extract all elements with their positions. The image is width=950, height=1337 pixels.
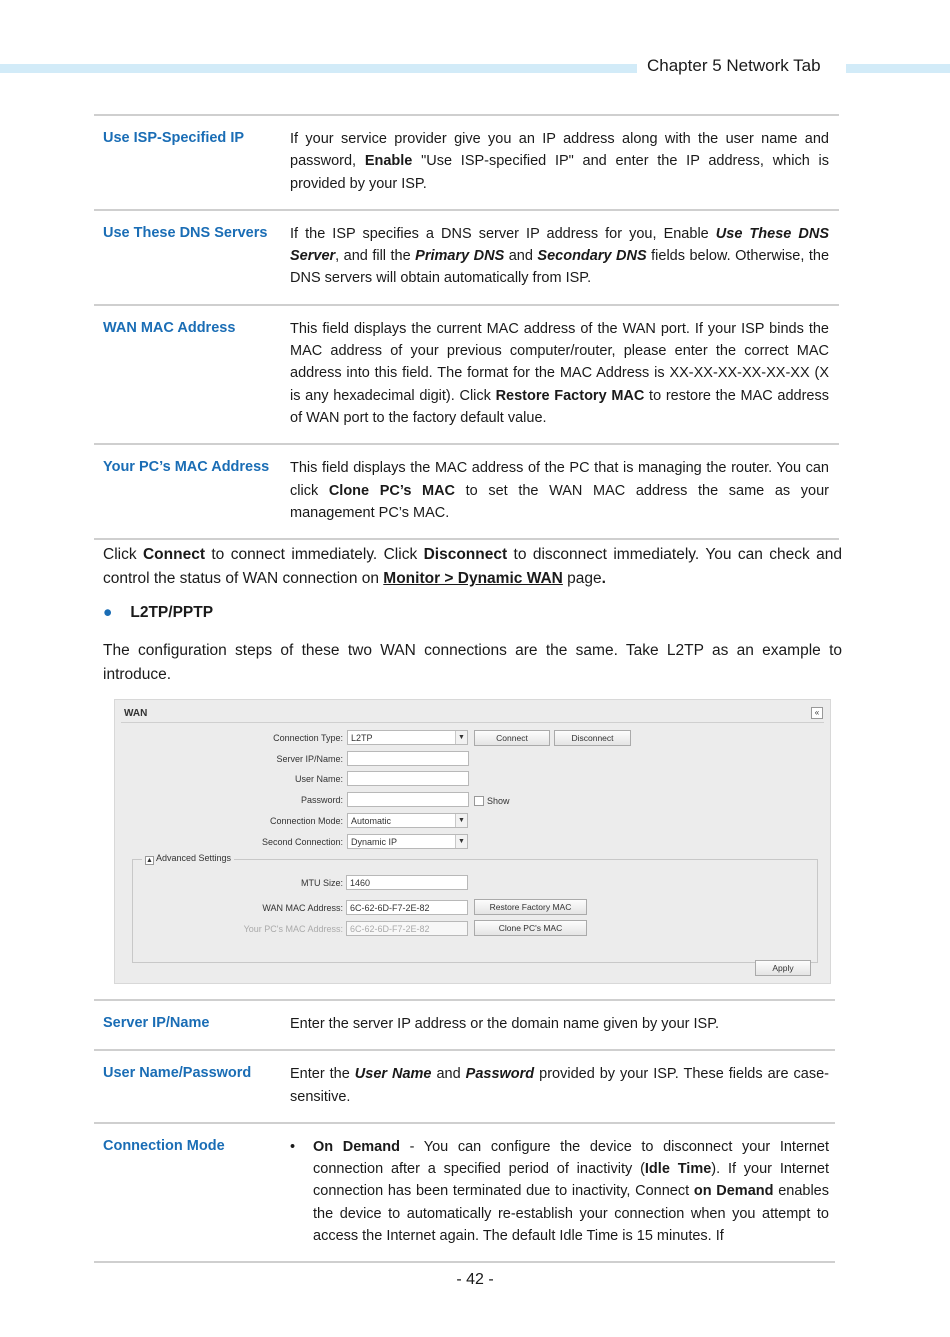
bold-text: on Demand xyxy=(693,1183,774,1200)
text-run: If your service provider give you an IP address along with the user name and password, xyxy=(290,131,829,170)
password-input[interactable] xyxy=(347,792,469,807)
connection-mode-value: Automatic xyxy=(351,816,392,826)
l2tp-pptp-heading xyxy=(103,604,213,622)
mtu-label: MTU Size: xyxy=(300,878,343,888)
term-description xyxy=(290,1051,829,1122)
mtu-input[interactable]: 1460 xyxy=(346,875,468,890)
show-password-checkbox[interactable] xyxy=(474,796,484,806)
intro-paragraph: The configuration steps of these two WAN connections are the same. Take L2TP as an example to introduce. xyxy=(103,642,842,683)
text-run: This field displays the current MAC address of the WAN port. If your ISP binds the MAC address of your previous computer/router, please enter the correct MAC address into this field. The format for the MAC Address is XX-XX-XX-XX-XX-XX (X is any hexadecimal digit). Click xyxy=(290,320,829,404)
term-label: WAN MAC Address xyxy=(103,319,236,336)
text-run: - You can configure the device to disconnect your Internet connection after a specified period of inactivity ( xyxy=(313,1138,830,1178)
server-label: Server IP/Name: xyxy=(276,754,343,764)
term-label: Your PC’s MAC Address xyxy=(103,459,270,476)
connect-paragraph xyxy=(103,543,842,591)
definition-table-l2tp xyxy=(94,999,835,1263)
chevron-down-icon: ▼ xyxy=(455,814,467,827)
term-description xyxy=(290,116,829,209)
text-run: Click xyxy=(103,546,143,563)
text-run: ). If your Internet connection has been terminated due to inactivity, Connect xyxy=(313,1161,829,1200)
table-row xyxy=(94,211,839,306)
text-run: enables the device to automatically re-establish your connection when you attempt to access the Internet again. The default Idle Time is 15 minutes. If xyxy=(313,1183,829,1245)
password-label: Password: xyxy=(300,795,343,805)
text-run: provided by your ISP. These fields are case-sensitive. xyxy=(290,1066,829,1105)
definition-table-wan-settings xyxy=(94,114,839,540)
text-run: and xyxy=(504,248,538,265)
term-label: User Name/Password xyxy=(103,1065,252,1082)
bullet-icon: ● xyxy=(103,604,113,621)
bold-text: Disconnect xyxy=(423,546,508,563)
header-bar-left xyxy=(0,64,637,73)
collapse-icon[interactable]: « xyxy=(811,707,823,719)
text-run: "Use ISP-specified IP" and enter the IP address, which is provided by your ISP. xyxy=(290,153,829,192)
term-description xyxy=(290,306,829,443)
term-label: Use ISP-Specified IP xyxy=(103,130,245,146)
advanced-settings-toggle[interactable] xyxy=(142,853,234,865)
text-run: and xyxy=(431,1066,466,1083)
l2tp-pptp-label: L2TP/PPTP xyxy=(130,604,214,621)
text-run: , and fill the xyxy=(335,248,416,265)
bold-italic-text: Password xyxy=(465,1066,535,1083)
term-label: Server IP/Name xyxy=(103,1015,210,1031)
connection-mode-label: Connection Mode: xyxy=(269,816,343,826)
text-run: to set the WAN MAC address the same as your management PC’s MAC. xyxy=(290,482,829,521)
table-row xyxy=(94,445,839,540)
connection-type-label: Connection Type: xyxy=(273,733,343,743)
bold-text: Clone PC’s MAC xyxy=(328,482,456,499)
second-connection-select[interactable] xyxy=(347,834,468,849)
connection-mode-select[interactable] xyxy=(347,813,468,828)
second-connection-label: Second Connection: xyxy=(261,837,343,847)
list-item xyxy=(290,1136,829,1247)
text-run: This field displays the MAC address of the PC that is managing the router. You can click xyxy=(290,460,829,499)
text-run: page xyxy=(562,570,602,587)
term-description xyxy=(290,211,829,304)
chevron-down-icon: ▼ xyxy=(455,731,467,744)
second-connection-value: Dynamic IP xyxy=(351,837,398,847)
bold-italic-text: Use These DNS Server xyxy=(290,225,829,265)
text-run: to restore the MAC address of WAN port to the factory default value. xyxy=(290,387,829,426)
chapter-title: Chapter 5 Network Tab xyxy=(647,56,821,75)
term-label: Use These DNS Servers xyxy=(103,224,268,241)
bold-text: . xyxy=(601,570,606,587)
pc-mac-input: 6C-62-6D-F7-2E-82 xyxy=(346,921,468,936)
table-row xyxy=(94,1001,835,1051)
chevron-down-icon: ▼ xyxy=(455,835,467,848)
text-run: Enter the server IP address or the domain name given by your ISP. xyxy=(290,1016,720,1032)
connection-type-select[interactable] xyxy=(347,730,468,745)
apply-button[interactable]: Apply xyxy=(755,960,811,976)
term-description xyxy=(290,1124,829,1261)
server-input[interactable] xyxy=(347,751,469,766)
table-row xyxy=(94,1124,835,1263)
restore-factory-mac-button[interactable]: Restore Factory MAC xyxy=(474,899,587,915)
username-input[interactable] xyxy=(347,771,469,786)
connection-type-value: L2TP xyxy=(351,733,373,743)
username-label: User Name: xyxy=(294,774,343,784)
header-bar-right xyxy=(846,64,950,73)
clone-pc-mac-button[interactable]: Clone PC's MAC xyxy=(474,920,587,936)
bold-text: On Demand xyxy=(313,1138,400,1155)
text-run: fields below. Otherwise, the DNS servers will obtain automatically from ISP. xyxy=(290,248,830,287)
wan-mac-input[interactable]: 6C-62-6D-F7-2E-82 xyxy=(346,900,468,915)
wan-mac-label: WAN MAC Address: xyxy=(262,903,343,913)
wan-settings-screenshot xyxy=(114,699,831,984)
bold-italic-text: Secondary DNS xyxy=(537,248,647,265)
disconnect-button[interactable]: Disconnect xyxy=(554,730,631,746)
bold-text: Idle Time xyxy=(644,1161,712,1178)
pc-mac-label: Your PC's MAC Address: xyxy=(243,924,343,934)
term-description xyxy=(290,1001,829,1049)
text-run: Enter the xyxy=(290,1066,355,1083)
table-row xyxy=(94,306,839,445)
bold-italic-text: User Name xyxy=(354,1066,432,1083)
term-label: Connection Mode xyxy=(103,1137,225,1154)
bold-text: Restore Factory MAC xyxy=(495,387,645,404)
text-run: If the ISP specifies a DNS server IP address for you, Enable xyxy=(290,225,716,242)
wan-panel-divider xyxy=(121,722,824,723)
expand-icon: ▲ xyxy=(146,857,153,864)
bold-text: Enable xyxy=(364,153,413,170)
term-description xyxy=(290,445,829,538)
table-row xyxy=(94,1051,835,1124)
table-row xyxy=(94,116,839,211)
page-number: - 42 - xyxy=(456,1271,494,1288)
connect-button[interactable]: Connect xyxy=(474,730,550,746)
wan-panel-title: WAN xyxy=(124,708,148,719)
text-run: to disconnect immediately. You can check and control the status of WAN connection on xyxy=(103,546,842,587)
bold-italic-text: Primary DNS xyxy=(415,248,505,265)
show-password-label: Show xyxy=(487,796,510,806)
list-item-text xyxy=(313,1136,829,1247)
advanced-settings-label: Advanced Settings xyxy=(156,853,232,863)
text-run: to connect immediately. Click xyxy=(204,546,424,563)
bold-text: Connect xyxy=(142,546,205,563)
bullet-icon: • xyxy=(290,1138,296,1155)
monitor-dynamic-wan-link[interactable]: Monitor > Dynamic WAN xyxy=(383,570,563,587)
